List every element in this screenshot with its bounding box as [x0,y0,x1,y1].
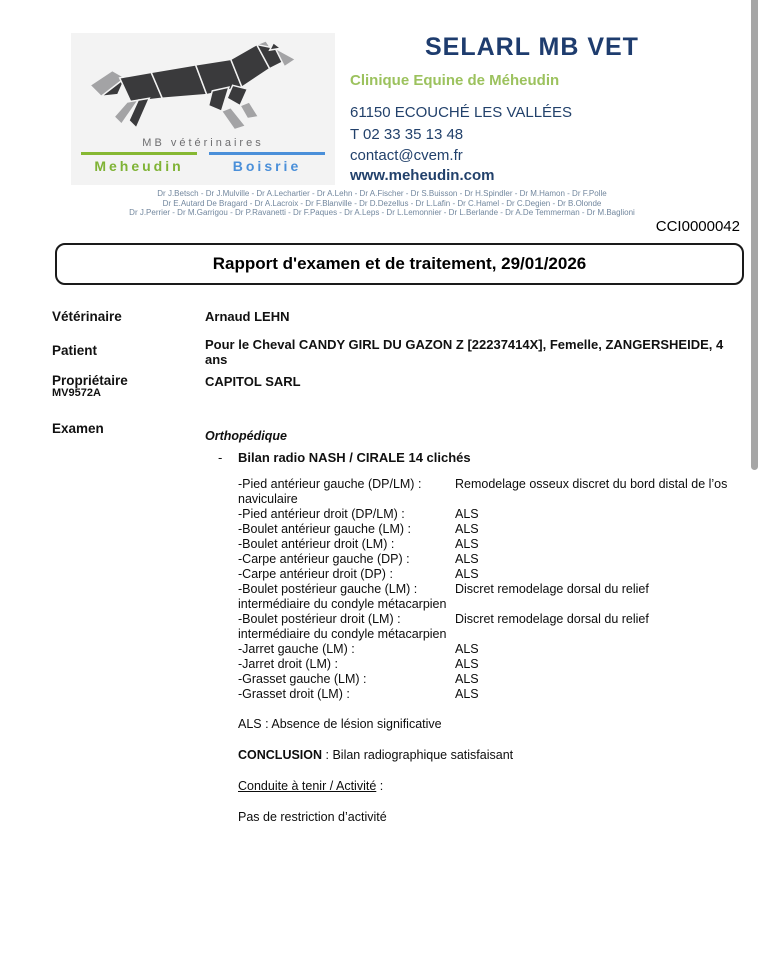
doctors-line-2: Dr E.Autard De Bragard - Dr A.Lacroix - Dr F.Blanville - Dr D.Dezellus - Dr L.Lafin - Dr C.Hamel - Dr C.Degien - Dr B.Olonde [162,198,602,208]
activity-note: Pas de restriction d’activité [238,810,387,824]
finding-value: Discret remodelage dorsal du relief [455,582,649,596]
finding-value-wrap: intermédiaire du condyle métacarpien [238,627,447,641]
finding-value: ALS [455,657,479,671]
finding-row [238,567,760,582]
field-value-proprietaire: CAPITOL SARL [205,374,301,389]
doctors-list [30,189,734,218]
scrollbar-thumb[interactable] [751,0,758,470]
clinic-website: www.meheudin.com [350,167,495,184]
finding-row [238,552,760,567]
conduct-colon: : [376,779,384,793]
field-label-veterinaire: Vétérinaire [52,309,122,324]
clinic-name: SELARL MB VET [425,33,639,61]
finding-label: -Boulet postérieur droit (LM) : [238,612,401,626]
finding-row [238,582,760,612]
finding-value: ALS [455,552,479,566]
document-reference: CCI0000042 [655,218,740,235]
field-label-patient: Patient [52,343,98,358]
origami-horse-icon [81,39,325,139]
doctors-line-3: Dr J.Perrier - Dr M.Garrigou - Dr P.Ravanetti - Dr F.Paques - Dr A.Leps - Dr L.Lemonnier - Dr L.Berlande - Dr A.De Temmerman - Dr M.Baglioni [129,208,635,217]
logo-brand-line: MB vétérinaires [142,137,264,149]
finding-row [238,477,760,507]
finding-label: -Carpe antérieur droit (DP) : [238,567,393,581]
finding-row [238,507,760,522]
finding-row [238,657,760,672]
field-label-proprietaire: Propriétaire [52,373,128,388]
report-title-box [55,243,744,285]
field-value-veterinaire: Arnaud LEHN [205,309,290,324]
finding-label: -Boulet postérieur gauche (LM) : [238,582,418,596]
finding-value: Discret remodelage dorsal du relief [455,612,649,626]
logo-meheudin: Meheudin [81,152,197,174]
exam-bullet-dash: - [218,450,223,465]
finding-row [238,537,760,552]
field-value-patient: Pour le Cheval CANDY GIRL DU GAZON Z [22237414X], Femelle, ZANGERSHEIDE, 4 ans [205,337,724,367]
finding-label: -Grasset gauche (LM) : [238,672,367,686]
conclusion-line [238,748,513,762]
finding-row [238,642,760,657]
exam-category: Orthopédique [205,429,287,443]
finding-label: -Carpe antérieur gauche (DP) : [238,552,410,566]
conduct-line [238,779,383,793]
finding-label: -Pied antérieur gauche (DP/LM) : [238,477,422,491]
finding-value: ALS [455,687,479,701]
finding-value-wrap: naviculaire [238,492,298,506]
finding-row [238,612,760,642]
exam-bullet-line [218,450,471,465]
finding-value: ALS [455,642,479,656]
finding-label: -Boulet antérieur gauche (LM) : [238,522,412,536]
field-sub-proprietaire: MV9572A [52,387,101,399]
conduct-label: Conduite à tenir / Activité [238,779,377,793]
clinic-subtitle: Clinique Equine de Méheudin [350,72,560,89]
finding-label: -Grasset droit (LM) : [238,687,350,701]
logo-boisrie: Boisrie [209,152,325,174]
doctors-line-1: Dr J.Betsch - Dr J.Mulville - Dr A.Lechartier - Dr A.Lehn - Dr A.Fischer - Dr S.Buisson - Dr H.Spindler - Dr M.Hamon - Dr F.Polle [157,189,607,198]
finding-label: -Jarret gauche (LM) : [238,642,355,656]
clinic-email: contact@cvem.fr [350,147,463,164]
finding-value: ALS [455,507,479,521]
als-note: ALS : Absence de lésion significative [238,717,442,731]
finding-value: Remodelage osseux discret du bord distal de l’os [455,477,728,491]
conclusion-label: CONCLUSION [238,748,323,762]
clinic-phone: T 02 33 35 13 48 [350,126,464,143]
report-title: Rapport d'examen et de traitement, 29/01/2026 [212,254,587,273]
finding-value: ALS [455,522,479,536]
finding-value: ALS [455,672,479,686]
conclusion-text: : Bilan radiographique satisfaisant [322,748,514,762]
finding-value: ALS [455,567,479,581]
section-label-examen: Examen [52,421,104,436]
finding-row [238,672,760,687]
finding-row [238,687,760,702]
finding-label: -Jarret droit (LM) : [238,657,339,671]
finding-label: -Boulet antérieur droit (LM) : [238,537,395,551]
finding-row [238,522,760,537]
finding-value: ALS [455,537,479,551]
clinic-address: 61150 ECOUCHÉ LES VALLÉES [350,104,573,121]
clinic-logo-box [71,33,335,185]
exam-bullet-title: Bilan radio NASH / CIRALE 14 clichés [238,450,471,465]
findings-list [238,477,760,702]
finding-label: -Pied antérieur droit (DP/LM) : [238,507,405,521]
finding-value-wrap: intermédiaire du condyle métacarpien [238,597,447,611]
